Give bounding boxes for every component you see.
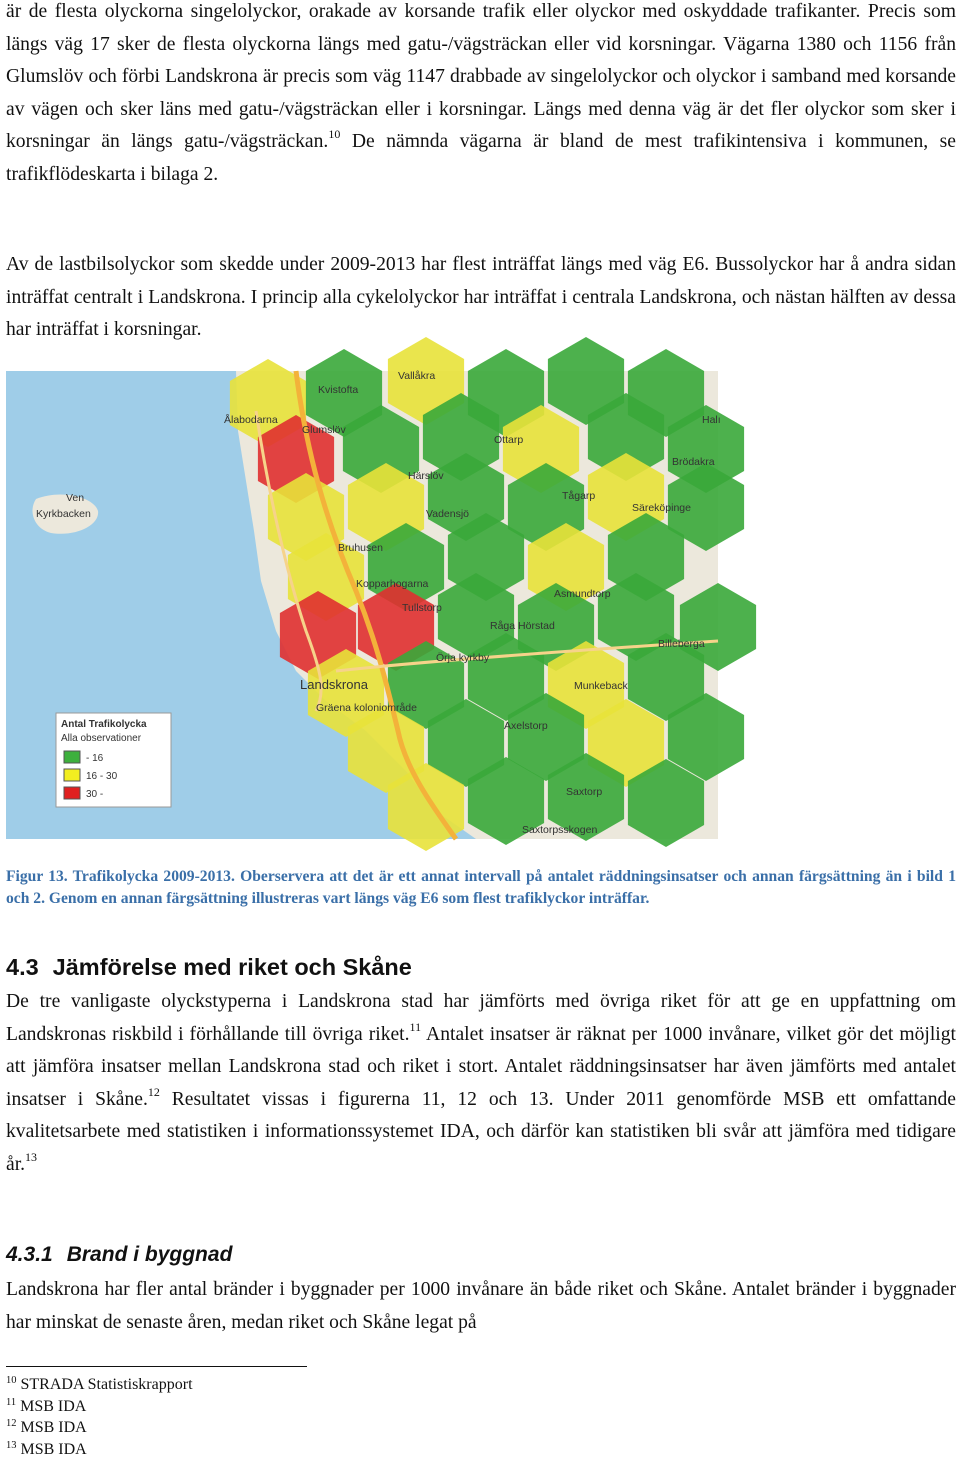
- place-label: Axelstorp: [504, 720, 548, 732]
- section-heading: [6, 952, 412, 982]
- place-label: Bruhusen: [338, 542, 383, 554]
- place-label: Kopparhogarna: [356, 578, 429, 590]
- place-label: Halı: [702, 414, 721, 426]
- footnotes: [6, 1374, 606, 1460]
- legend-label: 30 -: [86, 789, 104, 800]
- figure-caption: Figur 13. Trafikolycka 2009-2013. Oberservera att det är ett annat intervall på antalet räddningsinsatser och annan färgsättning än i bild 1 och 2. Genom en annan färgsättning illustreras vart längs väg E6 som flest trafiklyckor inträffar.: [6, 868, 956, 907]
- footnote-text: MSB IDA: [20, 1440, 87, 1458]
- place-label: Gräena koloniområde: [316, 702, 417, 714]
- subsection-number: 4.3.1: [6, 1243, 53, 1266]
- paragraph-text-continued: Antalet insatser är räknat per 1000 invånare, vilket gör det möjligt att jämföra insatser mellan Landskrona stad och riket i stort. Antalet räddningsinsatser har även jämförts med antalet insatser i Skåne.: [6, 1023, 956, 1110]
- legend-swatch: [64, 787, 80, 799]
- place-label: Brödakra: [672, 456, 715, 468]
- paragraph-text: De tre vanligaste olyckstyperna i Landskrona stad har jämförts med övriga riket för att ge en uppfattning om Landskronas riskbild i förhållande till övriga riket.: [6, 991, 956, 1045]
- section-title: Jämförelse med riket och Skåne: [52, 954, 412, 980]
- paragraph-text-continued: De nämnda vägarna är bland de mest trafikintensiva i kommunen, se trafikflödeskarta i bilaga 2.: [6, 131, 956, 185]
- footnote-ref-13[interactable]: 13: [25, 1149, 38, 1164]
- subsection-title: Brand i byggnad: [66, 1243, 233, 1266]
- place-label: Saxtorp: [566, 786, 603, 798]
- paragraph-comparison: [6, 986, 956, 1182]
- legend-swatch: [64, 769, 80, 781]
- place-label: Kvistofta: [318, 384, 359, 396]
- map-legend: [56, 713, 171, 807]
- subsection-heading: [6, 1241, 232, 1269]
- place-label: Kyrkbacken: [36, 508, 91, 520]
- place-label: Billeberga: [658, 638, 705, 650]
- footnote-number: 12: [6, 1418, 17, 1429]
- place-label: Ottarp: [494, 434, 524, 446]
- place-label: Tullstorp: [402, 602, 442, 614]
- footnote-11: [6, 1396, 606, 1418]
- footnote-text: MSB IDA: [20, 1419, 87, 1436]
- place-label: Ålabodarna: [224, 414, 278, 426]
- place-label: Glumslöv: [302, 424, 346, 436]
- footnote-number: 11: [6, 1396, 17, 1408]
- place-label: Vadensjö: [426, 508, 470, 520]
- footnote-ref-10[interactable]: 10: [328, 127, 341, 142]
- map-canvas: [6, 370, 721, 839]
- legend-subtitle: Alla observationer: [61, 733, 142, 744]
- place-label: Munkeback: [574, 680, 628, 692]
- paragraph-building-fires: Landskrona har fler antal bränder i byggnader per 1000 invånare än både riket och Skåne. Antalet bränder i byggnader har minskat de senaste åren, medan riket och Skåne legat på: [6, 1279, 956, 1333]
- accident-hex-map: [6, 370, 721, 839]
- footnote-number: 10: [6, 1375, 17, 1386]
- place-label: Asmundtorp: [554, 588, 611, 600]
- paragraph-text-end: Resultatet vissas i figurerna 11, 12 och 13. Under 2011 genomförde MSB ett omfattande kvalitetsarbete med statistiken i informationssystemet IDA, och därför kan statistiken bli svår att jämföra med tidigare år.: [6, 1088, 956, 1175]
- place-label: Härslöv: [408, 470, 444, 482]
- footnote-ref-11[interactable]: 11: [409, 1019, 422, 1034]
- paragraph-road-accidents: [6, 0, 956, 192]
- legend-label: 16 - 30: [86, 771, 118, 782]
- footnote-text: STRADA Statistiskrapport: [20, 1376, 193, 1393]
- place-label: Ven: [66, 492, 85, 504]
- place-label: Tågarp: [562, 490, 596, 502]
- paragraph-truck-bus-bike: Av de lastbilsolyckor som skedde under 2009-2013 har flest inträffat längs med väg E6. Bussolyckor har å andra sidan inträffat centralt i Landskrona. I princip alla cykelolyckor har inträffat i centrala Landskrona, och nästan hälften av dessa har inträffat i korsningar.: [6, 254, 956, 341]
- place-label: Vallåkra: [398, 370, 436, 382]
- place-label: Landskrona: [300, 677, 368, 692]
- footnote-10: [6, 1374, 606, 1396]
- footnote-12: [6, 1417, 606, 1439]
- place-label: Råga Hörstad: [490, 620, 555, 632]
- place-label: Saxtorpsskogen: [522, 824, 598, 836]
- place-label: Örja kyrkby: [436, 652, 490, 664]
- legend-title: Antal Trafikolycka: [61, 719, 147, 730]
- paragraph-text: är de flesta olyckorna singelolyckor, orakade av korsande trafik eller olyckor med oskyddade trafikanter. Precis som längs väg 17 sker de flesta olyckorna längs med gatu-/vägsträckan eller vid korsningar. Vägarna 1380 och 1156 från Glumslöv och förbi Landskrona är precis som väg 1147 drabbade av singelolyckor och olyckor i samband med korsande av vägen och sker läns med gatu-/vägsträckan eller i korsningar. Längs med denna väg är det fler olyckor som sker i korsningar än längs gatu-/vägsträckan.: [6, 1, 956, 153]
- section-number: 4.3: [6, 954, 39, 980]
- footnote-text: MSB IDA: [20, 1397, 87, 1415]
- footnote-number: 13: [6, 1439, 17, 1451]
- footnote-13: [6, 1439, 606, 1461]
- footnote-divider: [6, 1366, 307, 1367]
- legend-swatch: [64, 751, 80, 763]
- footnote-ref-12[interactable]: 12: [147, 1084, 160, 1099]
- legend-label: - 16: [86, 753, 104, 764]
- place-label: Säreköpinge: [632, 502, 691, 514]
